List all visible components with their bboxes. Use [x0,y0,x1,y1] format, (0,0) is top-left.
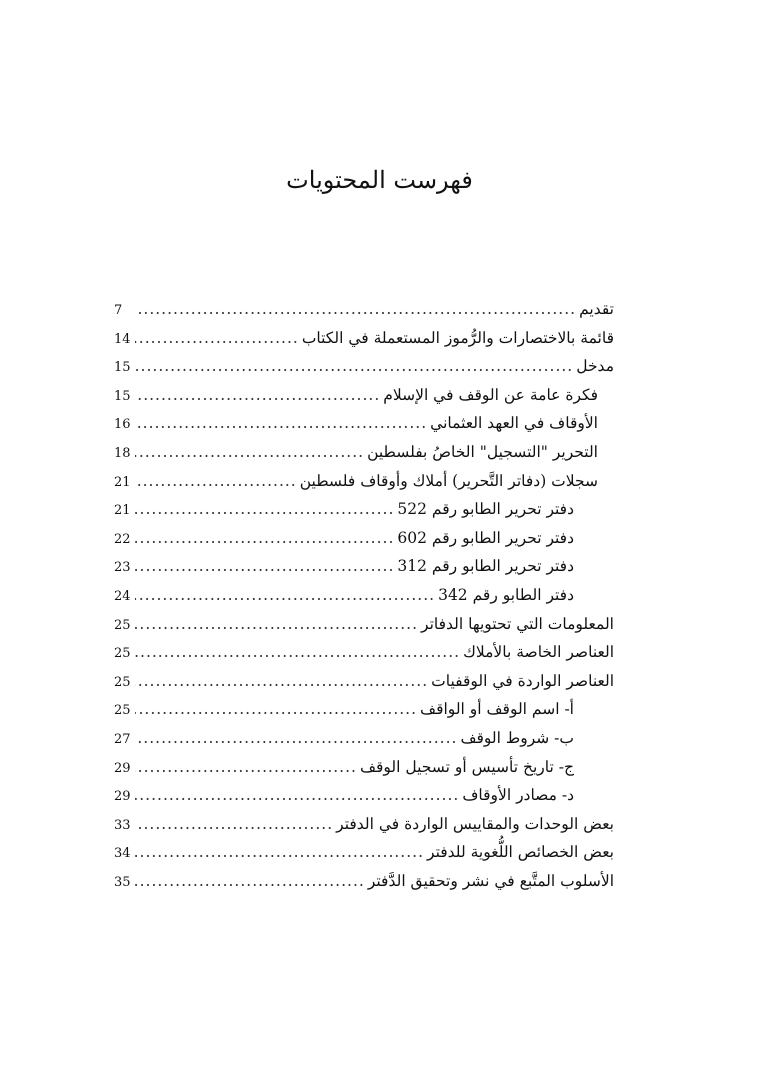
toc-page-number: 21 [114,474,131,490]
page-title: فهرست المحتويات [286,166,473,194]
toc-leader-dots [135,643,460,661]
toc-leader-dots [135,615,418,633]
toc-entry [114,500,614,529]
toc-entry-label: العناصر الخاصة بالأملاك [463,643,614,662]
toc-entry [114,786,614,815]
toc-entry-label: فكرة عامة عن الوقف في الإسلام [383,385,598,404]
toc-entry-label: العناصر الواردة في الوقفيات [431,671,614,690]
toc-page-number: 25 [114,617,131,633]
toc-entry [114,700,614,729]
toc-page-number: 33 [114,817,131,833]
toc-page-number: 27 [114,731,131,747]
toc-page-number: 15 [114,388,131,404]
toc-leader-dots [135,729,457,747]
toc-entry-label: قائمة بالاختصارات والرُّموز المستعملة في الكتاب [301,328,614,347]
toc-entry [114,586,614,615]
table-of-contents [114,300,614,900]
toc-entry-label: د- مصادر الأوقاف [462,786,574,805]
toc-entry [114,643,614,672]
toc-leader-dots [135,843,424,861]
toc-entry [114,357,614,386]
toc-entry [114,557,614,586]
toc-entry [114,386,614,415]
toc-entry-label: التحرير "التسجيل" الخاصُ بفلسطين [367,442,598,461]
toc-entry [114,758,614,787]
toc-page-number: 34 [114,846,131,862]
toc-entry [114,615,614,644]
toc-leader-dots [135,414,427,432]
toc-leader-dots [135,872,365,890]
toc-entry-label: تقديم [579,300,614,318]
toc-entry-label: دفتر تحرير الطابو رقم 602 [397,528,574,547]
toc-page-number: 14 [114,331,131,347]
toc-page-number: 15 [114,360,131,376]
toc-page-number: 25 [114,646,131,662]
toc-entry-label: دفتر الطابو رقم 342 [438,585,574,604]
toc-entry [114,815,614,844]
toc-entry-label: ج- تاريخ تأسيس أو تسجيل الوقف [359,757,574,776]
toc-entry [114,529,614,558]
toc-page-number: 21 [114,503,131,519]
toc-leader-dots [135,529,394,547]
toc-entry [114,472,614,501]
toc-leader-dots [135,500,394,518]
toc-entry [114,443,614,472]
toc-page-number: 24 [114,588,131,604]
toc-leader-dots [135,700,417,718]
toc-entry [114,672,614,701]
toc-entry-label: أ- اسم الوقف أو الواقف [420,700,574,719]
toc-entry-label: دفتر تحرير الطابو رقم 522 [397,500,574,519]
toc-page-number: 23 [114,560,131,576]
toc-entry [114,329,614,358]
toc-leader-dots [135,786,459,804]
toc-leader-dots [135,815,333,833]
toc-entry [114,300,614,329]
toc-leader-dots [135,357,573,375]
toc-leader-dots [135,586,435,604]
toc-entry-label: ب- شروط الوقف [460,728,574,747]
toc-leader-dots [135,329,299,347]
toc-leader-dots [135,557,394,575]
toc-leader-dots [135,672,428,690]
toc-entry-label: الأسلوب المتَّبع في نشر وتحقيق الدَّفتر [367,871,614,890]
toc-entry-label: بعض الوحدات والمقاييس الواردة في الدفتر [336,814,614,833]
toc-entry-label: سجلات (دفاتر التَّحرير) أملاك وأوقاف فلسطين [299,471,598,490]
toc-entry-label: الأوقاف في العهد العثماني [430,414,598,433]
toc-page-number: 25 [114,674,131,690]
toc-leader-dots [135,300,576,318]
toc-entry-label: المعلومات التي تحتويها الدفاتر [421,614,614,633]
toc-entry-label: دفتر تحرير الطابو رقم 312 [397,557,574,576]
toc-page-number: 22 [114,531,131,547]
toc-page-number: 25 [114,703,131,719]
toc-entry [114,843,614,872]
toc-page-number: 35 [114,874,131,890]
toc-entry-label: مدخل [576,357,614,376]
toc-entry [114,872,614,901]
toc-leader-dots [135,443,364,461]
toc-page-number: 16 [114,417,131,433]
toc-entry-label: بعض الخصائص اللُّغوية للدفتر [427,843,614,862]
toc-page-number: 29 [114,760,131,776]
toc-page-number: 29 [114,789,131,805]
toc-leader-dots [135,386,380,404]
toc-leader-dots [135,758,357,776]
toc-page-number: 7 [114,303,123,318]
toc-entry [114,729,614,758]
toc-entry [114,414,614,443]
toc-leader-dots [135,472,297,490]
toc-page-number: 18 [114,445,131,461]
